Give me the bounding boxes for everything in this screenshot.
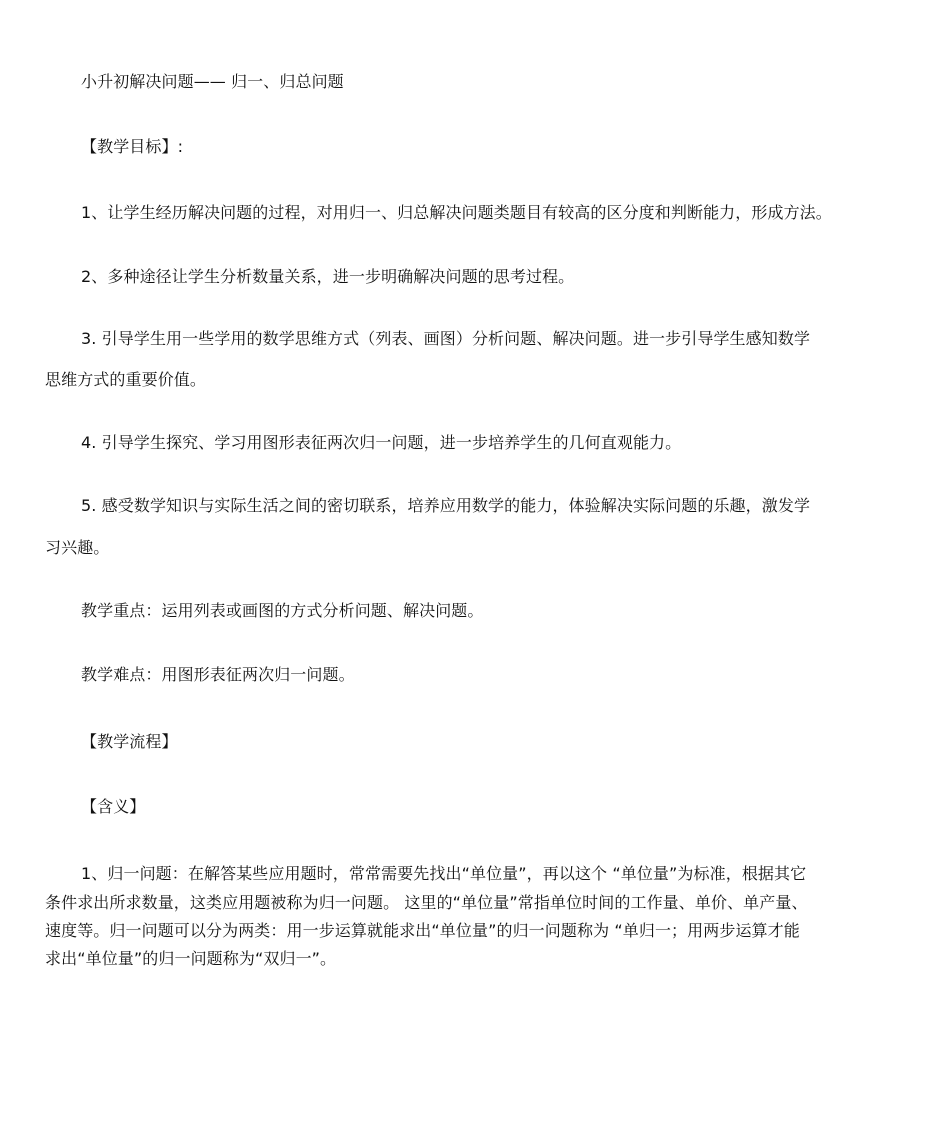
key-point: 教学重点：运用列表或画图的方式分析问题、解决问题。	[81, 601, 484, 620]
difficulty: 教学难点：用图形表征两次归一问题。	[81, 665, 355, 684]
document-title: 小升初解决问题—— 归一、归总问题	[81, 72, 344, 91]
objective-5-line-2: 习兴趣。	[45, 538, 110, 557]
meaning-heading: 【含义】	[81, 797, 146, 816]
objectives-heading: 【教学目标】:	[81, 137, 184, 156]
definition-1-line-4: 求出“单位量”的归一问题称为“双归一”。	[45, 949, 337, 968]
definition-1-line-1: 1、归一问题：在解答某些应用题时，常常需要先找出“单位量”，再以这个 “单位量”为标准，根据其它	[81, 864, 807, 883]
objective-2: 2、多种途径让学生分析数量关系，进一步明确解决问题的思考过程。	[81, 267, 575, 286]
objective-3-line-1: 3. 引导学生用一些学用的数学思维方式（列表、画图）分析问题、解决问题。进一步引导学生感知数学	[81, 329, 811, 348]
process-heading: 【教学流程】	[81, 732, 178, 751]
objective-5-line-1: 5. 感受数学知识与实际生活之间的密切联系，培养应用数学的能力，体验解决实际问题的乐趣，激发学	[81, 496, 811, 515]
definition-1-line-2: 条件求出所求数量，这类应用题被称为归一问题。 这里的“单位量”常指单位时间的工作量、单价、单产量、	[45, 893, 808, 912]
objective-1: 1、让学生经历解决问题的过程，对用归一、归总解决问题类题目有较高的区分度和判断能力，形成方法。	[81, 203, 832, 222]
objective-3-line-2: 思维方式的重要价值。	[45, 370, 207, 389]
definition-1-line-3: 速度等。归一问题可以分为两类：用一步运算就能求出“单位量”的归一问题称为 “单归一；用两步运算才能	[45, 921, 800, 940]
objective-4: 4. 引导学生探究、学习用图形表征两次归一问题，进一步培养学生的几何直观能力。	[81, 433, 682, 452]
